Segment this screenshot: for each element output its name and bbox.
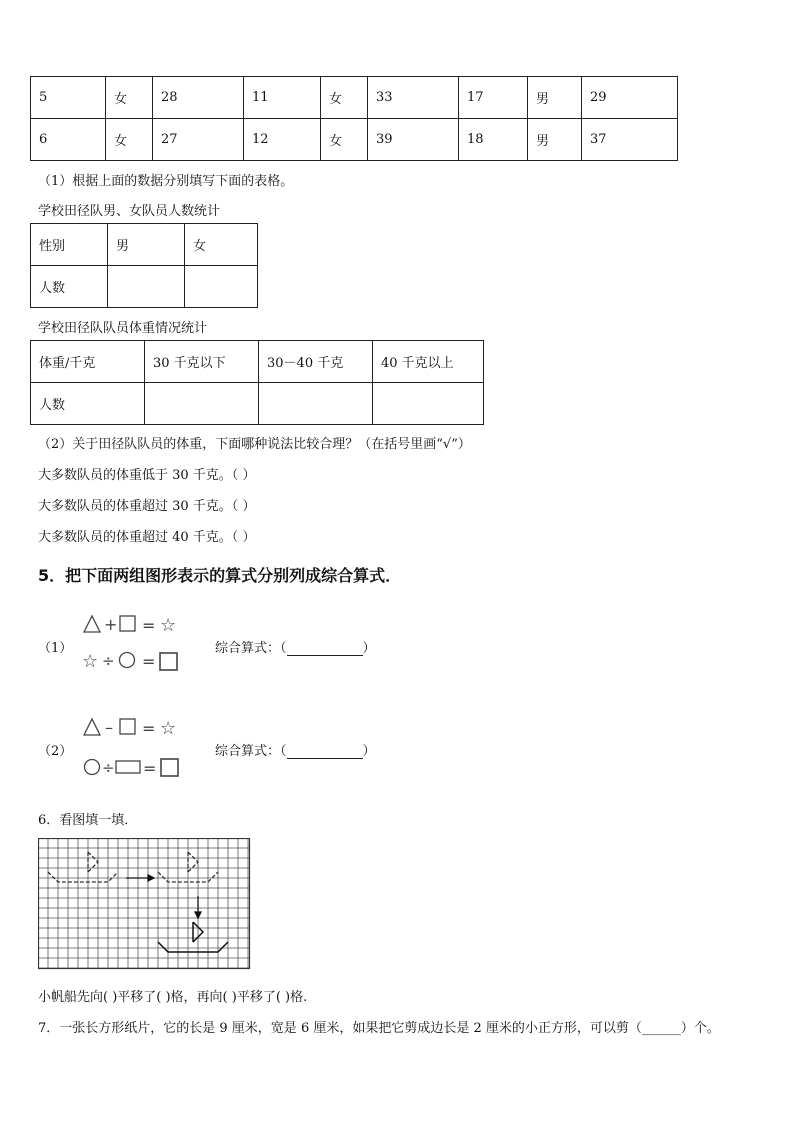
table-cell: 5 bbox=[31, 77, 106, 119]
table-cell: 女 bbox=[321, 77, 368, 119]
q4-part2-question: （2）关于田径队队员的体重，下面哪种说法比较合理？（在括号里画“√”） bbox=[38, 437, 471, 452]
answer-cell[interactable] bbox=[108, 266, 185, 308]
answer-cell[interactable] bbox=[259, 383, 373, 425]
table-cell: 男 bbox=[528, 119, 582, 161]
answer-label: 综合算式：（ bbox=[215, 641, 287, 656]
square-icon bbox=[161, 759, 178, 776]
table-row-label: 人数 bbox=[31, 266, 108, 308]
table-cell: 女 bbox=[321, 119, 368, 161]
sailboat-translation-grid bbox=[38, 838, 252, 970]
plus-sign: + bbox=[104, 615, 118, 634]
table-header-cell: 30 千克以下 bbox=[145, 341, 259, 383]
table-header-cell: 男 bbox=[108, 224, 185, 266]
q5-answer-1 bbox=[215, 637, 376, 656]
q5-title: 5．把下面两组图形表示的算式分别列成综合算式． bbox=[38, 566, 402, 585]
table-header-cell: 40 千克以上 bbox=[373, 341, 484, 383]
table-row-label: 人数 bbox=[31, 383, 145, 425]
table-cell: 17 bbox=[459, 77, 528, 119]
table-header-cell: 性别 bbox=[31, 224, 108, 266]
q7-text: 7．一张长方形纸片，它的长是 9 厘米，宽是 6 厘米，如果把它剪成边长是 2 厘米的小正方形，可以剪（______）个。 bbox=[38, 1021, 720, 1036]
table-cell: 28 bbox=[153, 77, 244, 119]
table-cell: 男 bbox=[528, 77, 582, 119]
option-2[interactable]: 大多数队员的体重超过 30 千克。（ ） bbox=[38, 499, 256, 514]
table-cell: 11 bbox=[244, 77, 321, 119]
table-header-cell: 女 bbox=[185, 224, 258, 266]
answer-blank-2[interactable] bbox=[287, 744, 363, 759]
answer-cell[interactable] bbox=[145, 383, 259, 425]
table-row bbox=[31, 224, 258, 266]
triangle-icon bbox=[84, 719, 100, 735]
sailboat-icon-start bbox=[48, 852, 118, 882]
table1-title: 学校田径队男、女队员人数统计 bbox=[38, 204, 221, 219]
circle-icon bbox=[85, 760, 100, 775]
square-icon bbox=[160, 653, 177, 670]
divide-sign: ÷ bbox=[102, 652, 115, 670]
circle-icon bbox=[120, 653, 135, 668]
arrow-down-icon bbox=[195, 896, 201, 918]
gender-count-table bbox=[30, 223, 258, 308]
table-row bbox=[31, 341, 484, 383]
star-icon: ☆ bbox=[82, 651, 99, 672]
q5-answer-2 bbox=[215, 740, 376, 759]
equals-sign: = bbox=[143, 759, 157, 778]
minus-sign: – bbox=[105, 718, 113, 737]
star-icon: ☆ bbox=[160, 718, 177, 739]
answer-close: ） bbox=[362, 744, 376, 759]
table-cell: 女 bbox=[106, 119, 153, 161]
square-icon bbox=[120, 616, 135, 631]
table-row bbox=[31, 119, 678, 161]
q5-group1-label: （1） bbox=[38, 641, 73, 656]
q5-group2-label: （2） bbox=[38, 744, 73, 759]
table-cell: 29 bbox=[582, 77, 678, 119]
table-cell: 27 bbox=[153, 119, 244, 161]
table-cell: 18 bbox=[459, 119, 528, 161]
equals-sign: = bbox=[142, 616, 156, 635]
rectangle-icon bbox=[116, 761, 140, 773]
sailboat-icon-end bbox=[158, 922, 228, 952]
grid-lines bbox=[38, 838, 250, 969]
arrow-right-icon bbox=[126, 875, 154, 881]
table-row bbox=[31, 77, 678, 119]
divide-sign: ÷ bbox=[102, 759, 115, 777]
table-cell: 6 bbox=[31, 119, 106, 161]
table2-title: 学校田径队队员体重情况统计 bbox=[38, 321, 208, 336]
table-row bbox=[31, 383, 484, 425]
athlete-data-table bbox=[30, 76, 678, 161]
shape-equations-group2 bbox=[82, 715, 182, 779]
answer-cell[interactable] bbox=[373, 383, 484, 425]
table-row bbox=[31, 266, 258, 308]
shape-equations-group1 bbox=[82, 612, 182, 674]
q6-title: 6．看图填一填． bbox=[38, 813, 138, 828]
table-header-cell: 30－40 千克 bbox=[259, 341, 373, 383]
table-cell: 37 bbox=[582, 119, 678, 161]
q6-sentence: 小帆船先向( )平移了( )格，再向( )平移了( )格. bbox=[38, 990, 308, 1005]
table-cell: 33 bbox=[368, 77, 459, 119]
answer-close: ） bbox=[362, 641, 376, 656]
answer-blank-1[interactable] bbox=[287, 641, 363, 656]
equals-sign: = bbox=[142, 719, 156, 738]
triangle-icon bbox=[84, 616, 100, 632]
table-cell: 12 bbox=[244, 119, 321, 161]
table-cell: 女 bbox=[106, 77, 153, 119]
star-icon: ☆ bbox=[160, 615, 177, 636]
equals-sign: = bbox=[142, 652, 156, 671]
table-header-cell: 体重/千克 bbox=[31, 341, 145, 383]
option-3[interactable]: 大多数队员的体重超过 40 千克。（ ） bbox=[38, 530, 256, 545]
q4-part1-instruction: （1）根据上面的数据分别填写下面的表格。 bbox=[38, 174, 294, 189]
answer-label: 综合算式：（ bbox=[215, 744, 287, 759]
option-1[interactable]: 大多数队员的体重低于 30 千克。（ ） bbox=[38, 468, 256, 483]
table-cell: 39 bbox=[368, 119, 459, 161]
square-icon bbox=[120, 719, 135, 734]
weight-stats-table bbox=[30, 340, 484, 425]
answer-cell[interactable] bbox=[185, 266, 258, 308]
